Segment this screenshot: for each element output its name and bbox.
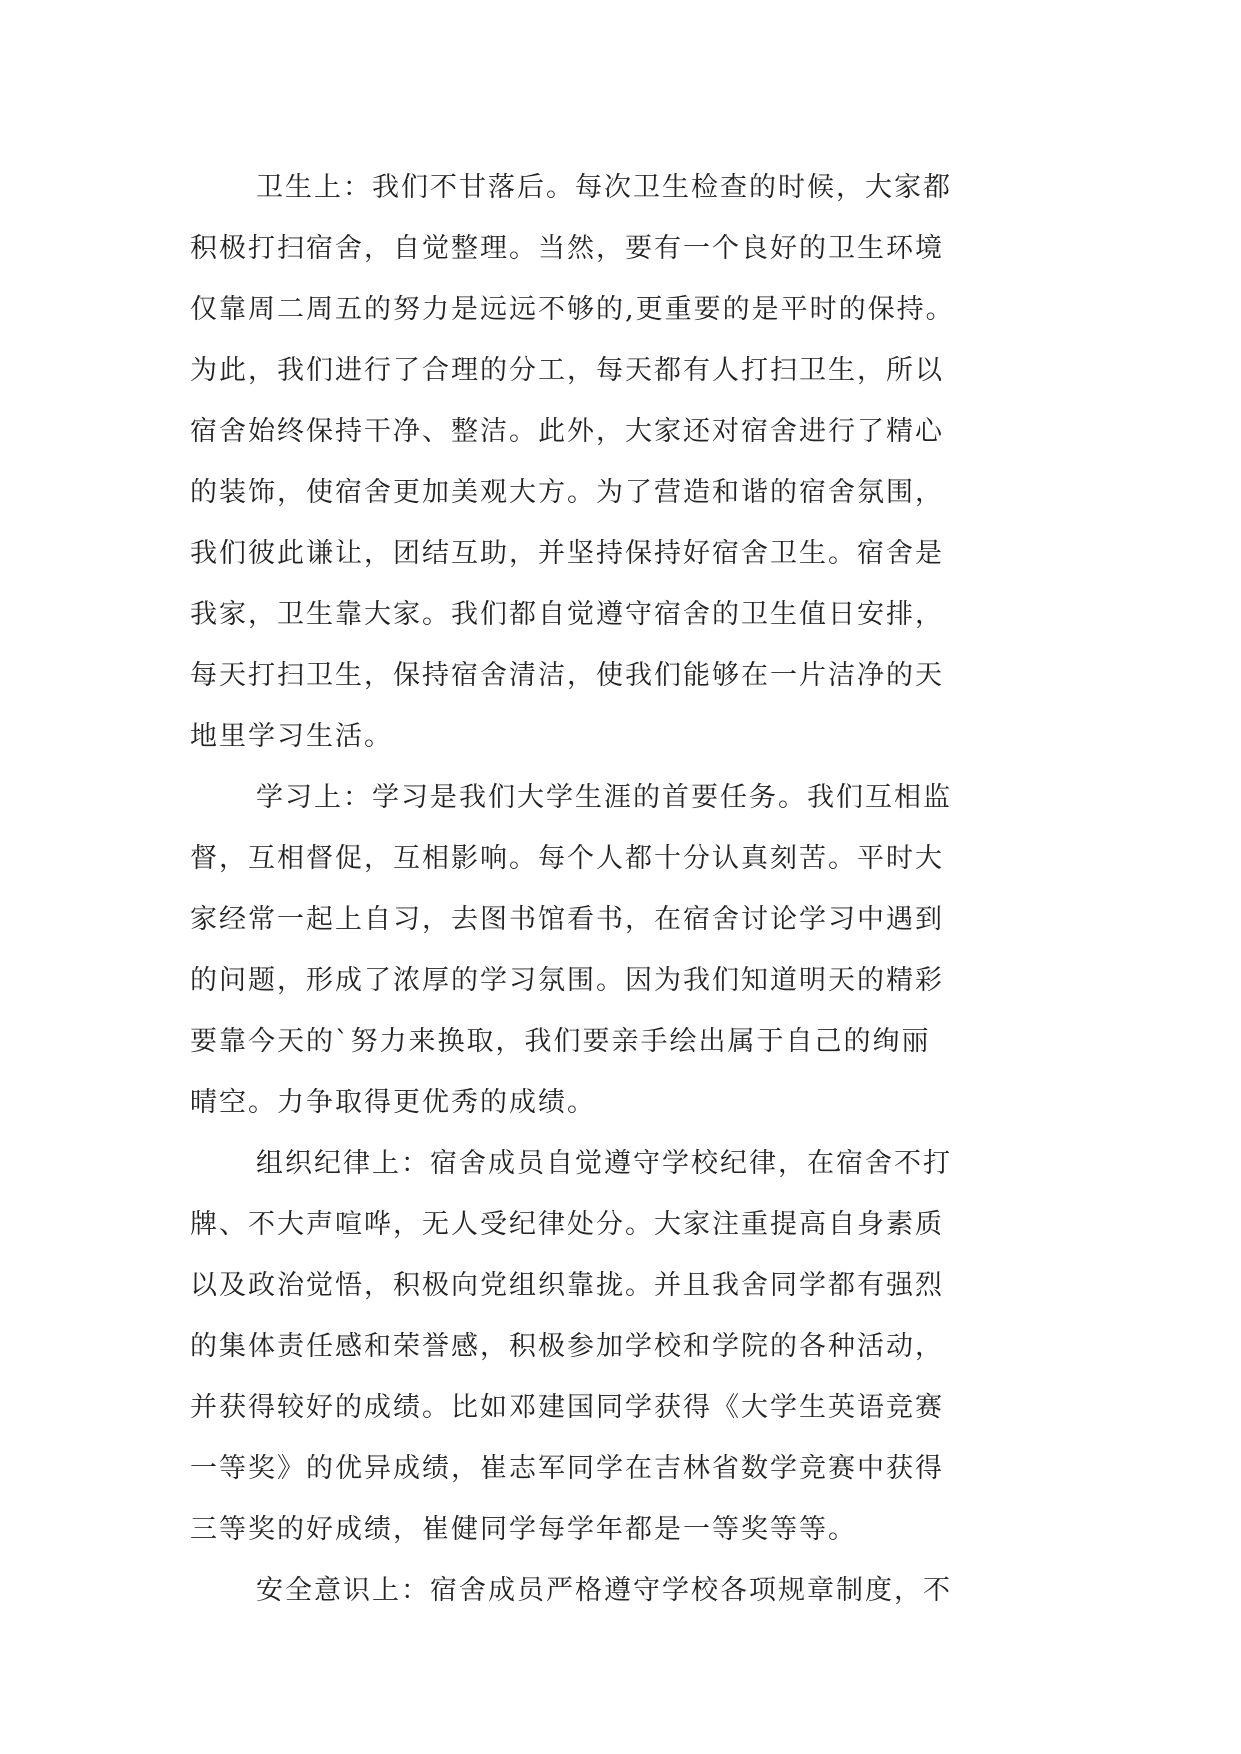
paragraph-study-line-3: 家经常一起上自习，去图书馆看书，在宿舍讨论学习中遇到 — [190, 904, 944, 935]
paragraph-discipline-line-6: 一等奖》的优异成绩，崔志军同学在吉林省数学竞赛中获得 — [190, 1453, 944, 1484]
paragraph-hygiene-line-2: 积极打扫宿舍，自觉整理。当然，要有一个良好的卫生环境 — [190, 233, 944, 264]
paragraph-discipline-line-3: 以及政治觉悟，积极向党组织靠拢。并且我舍同学都有强烈 — [190, 1270, 944, 1301]
paragraph-hygiene-line-7: 我们彼此谦让，团结互助，并坚持保持好宿舍卫生。宿舍是 — [190, 538, 944, 569]
paragraph-study-line-6: 晴空。力争取得更优秀的成绩。 — [190, 1087, 596, 1118]
paragraph-hygiene-line-6: 的装饰，使宿舍更加美观大方。为了营造和谐的宿舍氛围， — [190, 477, 944, 508]
paragraph-hygiene-line-8: 我家，卫生靠大家。我们都自觉遵守宿舍的卫生值日安排， — [190, 599, 944, 630]
paragraph-hygiene-line-5: 宿舍始终保持干净、整洁。此外，大家还对宿舍进行了精心 — [190, 416, 944, 447]
paragraph-hygiene-line-4: 为此，我们进行了合理的分工，每天都有人打扫卫生，所以 — [190, 355, 944, 386]
paragraph-hygiene-line-3: 仅靠周二周五的努力是远远不够的,更重要的是平时的保持。 — [190, 294, 955, 325]
paragraph-safety-line-1: 安全意识上：宿舍成员严格遵守学校各项规章制度，不 — [256, 1575, 952, 1606]
paragraph-study-line-4: 的问题，形成了浓厚的学习氛围。因为我们知道明天的精彩 — [190, 965, 944, 996]
paragraph-study-line-5: 要靠今天的`努力来换取，我们要亲手绘出属于自己的绚丽 — [190, 1026, 931, 1057]
paragraph-discipline-line-5: 并获得较好的成绩。比如邓建国同学获得《大学生英语竞赛 — [190, 1392, 944, 1423]
paragraph-hygiene-line-1: 卫生上：我们不甘落后。每次卫生检查的时候，大家都 — [256, 172, 952, 203]
paragraph-study-line-2: 督，互相督促，互相影响。每个人都十分认真刻苦。平时大 — [190, 843, 944, 874]
paragraph-study-line-1: 学习上：学习是我们大学生涯的首要任务。我们互相监 — [256, 782, 952, 813]
paragraph-discipline-line-1: 组织纪律上：宿舍成员自觉遵守学校纪律，在宿舍不打 — [256, 1148, 952, 1179]
document-body — [190, 157, 1090, 1621]
paragraph-discipline-line-4: 的集体责任感和荣誉感，积极参加学校和学院的各种活动， — [190, 1331, 944, 1362]
paragraph-hygiene-line-9: 每天打扫卫生，保持宿舍清洁，使我们能够在一片洁净的天 — [190, 660, 944, 691]
paragraph-discipline-line-7: 三等奖的好成绩，崔健同学每学年都是一等奖等等。 — [190, 1514, 857, 1545]
paragraph-discipline-line-2: 牌、不大声喧哗，无人受纪律处分。大家注重提高自身素质 — [190, 1209, 944, 1240]
paragraph-hygiene-line-10: 地里学习生活。 — [190, 721, 393, 752]
